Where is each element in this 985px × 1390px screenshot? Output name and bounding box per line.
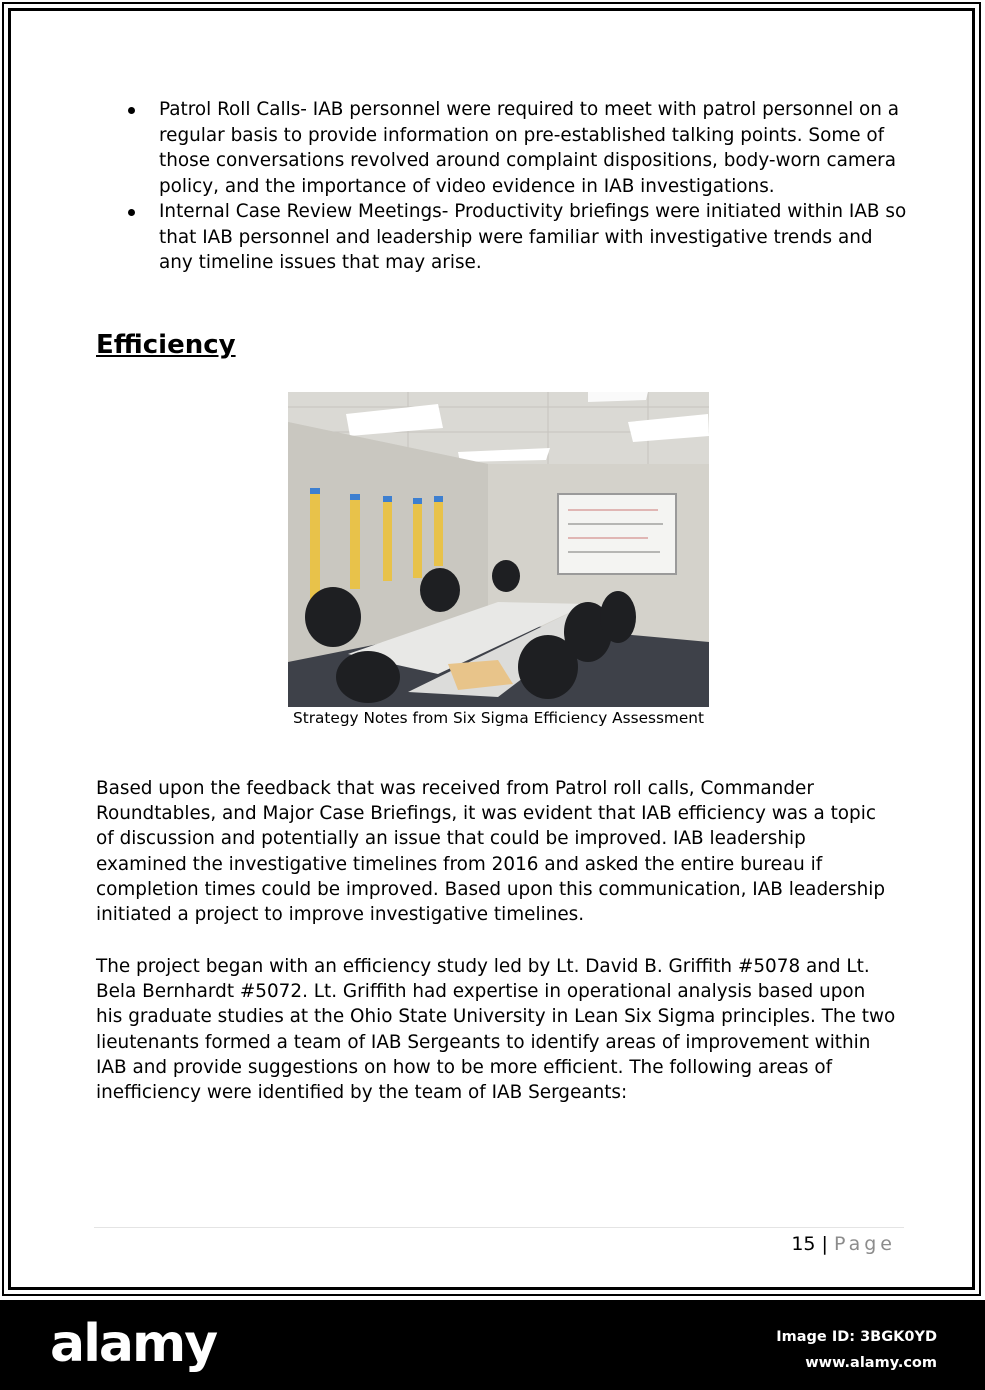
body-paragraph: The project began with an efficiency study led by Lt. David B. Griffith #5078 and Lt. Bela Bernhardt #5072. Lt. Griffith had expertise in operational analysis based upon his graduate studies at the Ohio State University in Lean Six Sigma principles. The two lieutenants formed a team of IAB Sergeants to identify areas of improvement within IAB and provide suggestions on how to be more efficient. The following areas of inefficiency were identified by the team of IAB Sergeants: xyxy=(96,956,896,1104)
bullet-text: Patrol Roll Calls- IAB personnel were required to meet with patrol personnel on a regular basis to provide information on pre-established talking points. Some of those conversations revolved around complaint dispositions, body-worn camera policy, and the importance of video evidence in IAB investigations. xyxy=(159,99,900,197)
watermark-logo: alamy xyxy=(50,1314,217,1374)
image-id-text: Image ID: 3BGK0YD xyxy=(776,1329,937,1345)
body-paragraph: Based upon the feedback that was received from Patrol roll calls, Commander Roundtables, and Major Case Briefings, it was evident that IAB efficiency was a topic of discussion and potentially an issue that could be improved. IAB leadership examined the investigative timelines from 2016 and asked the entire bureau if completion times could be improved. Based upon this communication, IAB leadership initiated a project to improve investigative timelines. xyxy=(96,778,886,926)
figure-caption: Strategy Notes from Six Sigma Efficiency Assessment xyxy=(293,709,704,727)
bullet-dot-icon xyxy=(128,209,135,216)
watermark-bar xyxy=(0,1300,985,1390)
watermark-info xyxy=(776,1324,937,1376)
bullet-text: Internal Case Review Meetings- Productivity briefings were initiated within IAB so that IAB personnel and leadership were familiar with investigative trends and any timeline issues that may arise. xyxy=(159,201,907,273)
bullet-dot-icon xyxy=(128,107,135,114)
bullet-item xyxy=(128,97,908,199)
conference-room-illustration xyxy=(288,392,709,707)
page-footer xyxy=(791,1231,896,1257)
bullet-item xyxy=(128,199,908,276)
footer-divider xyxy=(94,1227,904,1228)
bullet-list xyxy=(128,97,908,276)
page-label: Page xyxy=(834,1233,896,1255)
watermark-url: www.alamy.com xyxy=(805,1355,937,1371)
conference-room-photo xyxy=(288,392,709,707)
page-number: 15 xyxy=(791,1233,816,1255)
section-heading: Efficiency xyxy=(96,330,236,360)
footer-separator: | xyxy=(821,1233,828,1255)
